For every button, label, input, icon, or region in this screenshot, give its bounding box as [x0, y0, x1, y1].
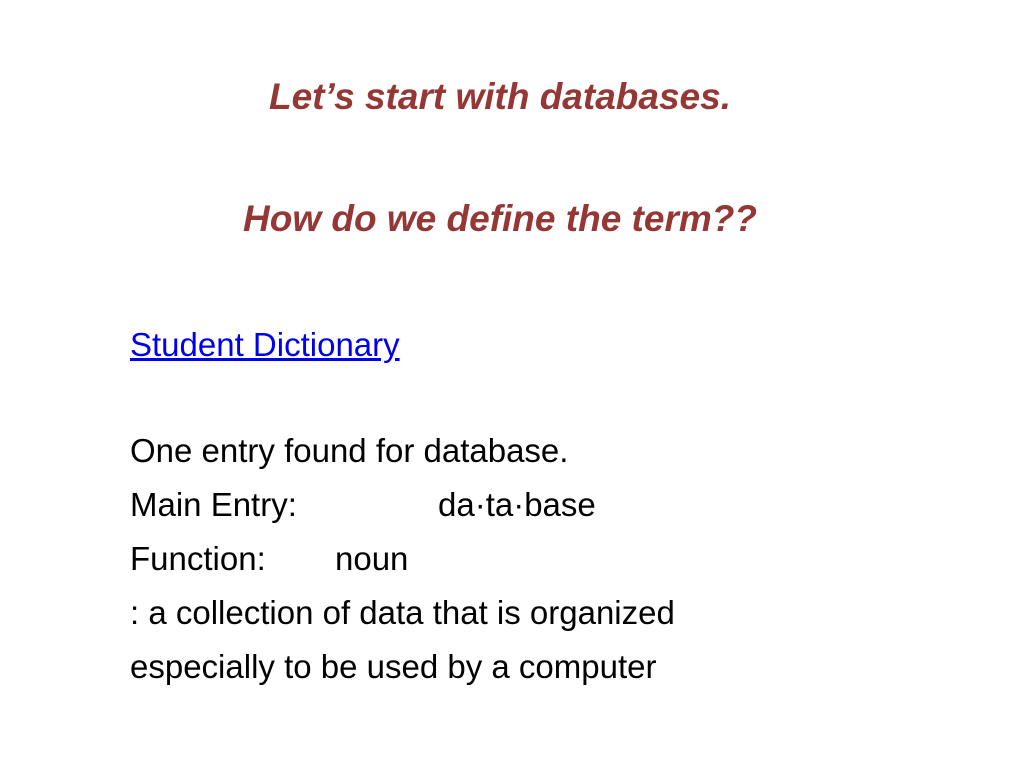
slide-title: [0, 74, 1000, 241]
main-entry-label: Main Entry:: [130, 486, 297, 523]
definition-line-1: : a collection of data that is organized: [130, 594, 675, 631]
function-row: [130, 532, 990, 586]
main-entry-value: da·ta·base: [438, 486, 596, 523]
main-entry-row: [130, 478, 990, 532]
entry-found-text: One entry found for database.: [130, 432, 569, 469]
student-dictionary-link[interactable]: Student Dictionary: [130, 326, 400, 363]
title-line-2: How do we define the term??: [243, 198, 757, 239]
slide-body: [130, 318, 990, 694]
function-value: noun: [335, 540, 409, 577]
spacer: [130, 372, 990, 424]
title-line-1: Let’s start with databases.: [269, 76, 731, 117]
function-label: Function:: [130, 540, 266, 577]
definition-line-2: especially to be used by a computer: [130, 648, 657, 685]
